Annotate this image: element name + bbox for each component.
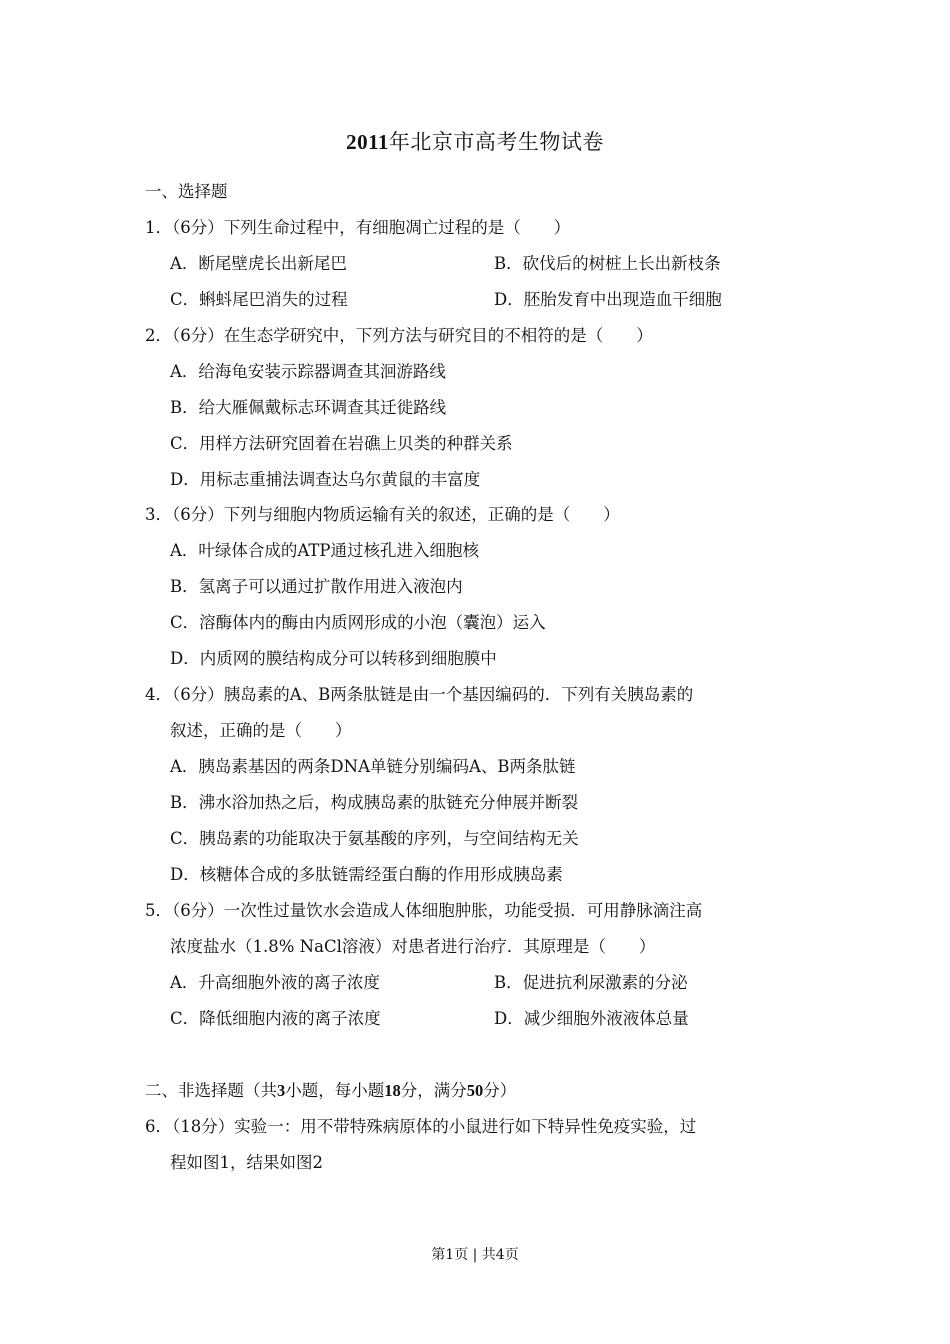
question-4-stem-line2: 叙述，正确的是（ ） [170,721,352,740]
question-5-stem-line2: 浓度盐水（1.8% NaCl溶液）对患者进行治疗．其原理是（ ） [170,937,656,956]
title-year: 2011 [346,130,389,154]
page-title [0,126,950,156]
question-2-option-c: C．用样方法研究固着在岩礁上贝类的种群关系 [170,434,513,453]
question-2-option-d: D．用标志重捕法调查达乌尔黄鼠的丰富度 [170,470,481,489]
question-5-stem-line1: 5．（6分）一次性过量饮水会造成人体细胞肿胀，功能受损．可用静脉滴注高 [145,901,703,920]
question-1-option-d: D．胚胎发育中出现造血干细胞 [494,290,722,309]
question-6-stem-line1: 6．（18分）实验一：用不带特殊病原体的小鼠进行如下特异性免疫实验，过 [145,1117,697,1136]
question-3-stem: 3．（6分）下列与细胞内物质运输有关的叙述，正确的是（ ） [145,505,620,524]
question-4-stem-line1: 4．（6分）胰岛素的A、B两条肽链是由一个基因编码的．下列有关胰岛素的 [145,685,694,704]
question-3-option-b: B．氢离子可以通过扩散作用进入液泡内 [170,577,463,596]
section-heading-choice: 一、选择题 [145,182,228,201]
question-4-option-d: D．核糖体合成的多肽链需经蛋白酶的作用形成胰岛素 [170,865,563,884]
question-4-option-b: B．沸水浴加热之后，构成胰岛素的肽链充分伸展并断裂 [170,793,579,812]
question-5-option-b: B．促进抗利尿激素的分泌 [494,973,688,992]
question-6-stem-line2: 程如图1，结果如图2 [170,1153,323,1172]
question-3-option-a: A．叶绿体合成的ATP通过核孔进入细胞核 [170,541,480,560]
title-text: 年北京市高考生物试卷 [388,130,604,154]
question-1-option-a: A．断尾壁虎长出新尾巴 [170,254,347,273]
question-3-option-d: D．内质网的膜结构成分可以转移到细胞膜中 [170,649,497,668]
question-1-option-c: C．蝌蚪尾巴消失的过程 [170,290,348,309]
question-5-option-d: D．减少细胞外液液体总量 [494,1009,689,1028]
question-2-option-b: B．给大雁佩戴标志环调查其迁徙路线 [170,398,447,417]
question-5-option-c: C．降低细胞内液的离子浓度 [170,1009,381,1028]
question-2-stem: 2．（6分）在生态学研究中，下列方法与研究目的不相符的是（ ） [145,326,653,345]
question-4-option-c: C．胰岛素的功能取决于氨基酸的序列，与空间结构无关 [170,829,579,848]
question-3-option-c: C．溶酶体内的酶由内质网形成的小泡（囊泡）运入 [170,613,546,632]
question-2-option-a: A．给海龟安装示踪器调查其洄游路线 [170,362,446,381]
question-5-option-a: A．升高细胞外液的离子浓度 [170,973,380,992]
page-footer: 第1页 | 共4页 [431,1247,519,1263]
question-1-option-b: B．砍伐后的树桩上长出新枝条 [494,254,721,273]
question-1-stem: 1．（6分）下列生命过程中，有细胞凋亡过程的是（ ） [145,218,571,237]
question-4-option-a: A．胰岛素基因的两条DNA单链分别编码A、B两条肽链 [170,757,576,776]
section-heading-nonchoice: 二、非选择题（共3小题，每小题18分，满分50分） [145,1081,517,1100]
